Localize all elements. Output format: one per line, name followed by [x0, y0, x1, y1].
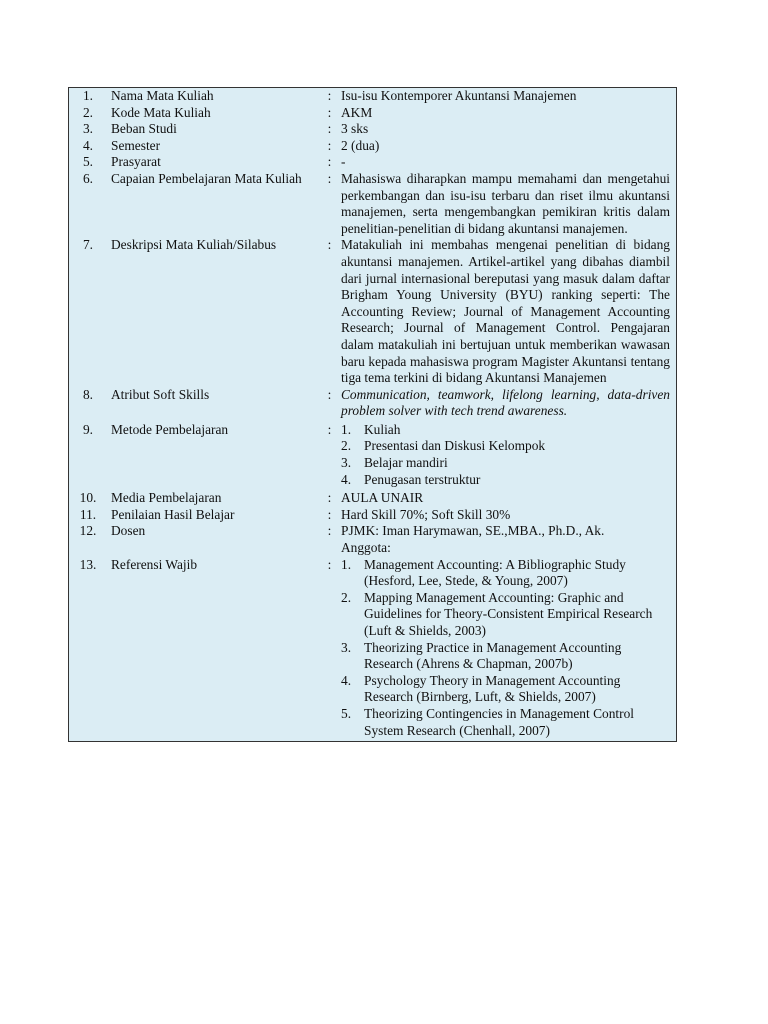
row-value: Isu-isu Kontemporer Akuntansi Manajemen — [341, 88, 577, 103]
row-number: 7. — [82, 237, 94, 253]
list-text: Management Accounting: A Bibliographic Study (Hesford, Lee, Stede, & Young, 2007) — [364, 556, 626, 589]
row-value — [341, 523, 670, 556]
row-colon: : — [327, 386, 332, 402]
row-label: Nama Mata Kuliah — [111, 88, 214, 103]
list-item — [341, 640, 670, 673]
row-colon: : — [327, 237, 332, 253]
row-colon: : — [327, 88, 332, 103]
table-row — [69, 171, 670, 237]
table-row — [69, 387, 670, 422]
row-colon: : — [327, 137, 332, 153]
list-text: Belajar mandiri — [364, 455, 448, 471]
row-number: 6. — [82, 170, 94, 186]
list-text: Psychology Theory in Management Accounting Research (Birnberg, Luft, & Shields, 2007) — [364, 672, 621, 705]
row-value: Matakuliah ini membahas mengenai penelitian di bidang akuntansi manajemen. Artikel-artikel yang dibahas diambil dari jurnal internasional bereputasi yang masuk dalam daftar Brigham Young University (BYU) ranking seperti: The Accounting Review; Journal of Management Accounting Research; Journal of Management Control. Pengajaran dalam matakuliah ini bertujuan untuk memberikan wawasan baru kepada mahasiswa program Magister Akuntansi tentang tiga tema terkini di bidang Akuntansi Manajemen — [341, 237, 670, 386]
row-value — [341, 557, 670, 740]
row-number: 9. — [82, 421, 94, 437]
row-label: Atribut Soft Skills — [111, 386, 210, 402]
row-colon: : — [327, 490, 332, 506]
list-item — [341, 590, 670, 640]
row-value: Hard Skill 70%; Soft Skill 30% — [341, 506, 511, 522]
table-row — [69, 523, 670, 556]
list-text: Penugasan terstruktur — [364, 471, 481, 487]
list-index: 5. — [341, 705, 352, 721]
list-index: 4. — [341, 672, 352, 688]
list-text: Presentasi dan Diskusi Kelompok — [364, 438, 546, 454]
table-row — [69, 422, 670, 490]
lecturer-members: Anggota: — [341, 540, 391, 556]
row-value: AKM — [341, 104, 373, 120]
row-value: AULA UNAIR — [341, 490, 424, 506]
table-row — [69, 105, 670, 122]
row-label: Capaian Pembelajaran Mata Kuliah — [111, 170, 302, 186]
lecturer-pjmk: PJMK: Iman Harymawan, SE.,MBA., Ph.D., Ak. — [341, 523, 605, 539]
row-label: Referensi Wajib — [111, 556, 198, 572]
list-text: Theorizing Practice in Management Accounting Research (Ahrens & Chapman, 2007b) — [364, 639, 622, 672]
row-number: 5. — [82, 154, 94, 170]
row-value: 2 (dua) — [341, 137, 380, 153]
row-value: - — [341, 154, 346, 170]
list-index: 1. — [341, 421, 352, 437]
table-row — [69, 121, 670, 138]
list-item — [341, 557, 670, 590]
list-index: 4. — [341, 471, 352, 487]
course-info-table — [68, 87, 677, 742]
row-label: Kode Mata Kuliah — [111, 104, 211, 120]
row-number: 4. — [82, 137, 94, 153]
row-number: 2. — [82, 104, 94, 120]
row-label: Dosen — [111, 523, 146, 539]
row-value: Mahasiswa diharapkan mampu memahami dan mengetahui perkembangan dan isu-isu terbaru dan riset ilmu akuntansi manajemen, serta mengembangkan pemikiran kritis dalam penelitian-penelitian di bidang akuntansi manajemen. — [341, 170, 670, 236]
list-text: Mapping Management Accounting: Graphic and Guidelines for Theory-Consistent Empirical Research (Luft & Shields, 2003) — [364, 589, 653, 638]
list-index: 2. — [341, 438, 352, 454]
list-item — [341, 422, 670, 439]
row-colon: : — [327, 421, 332, 437]
row-label: Penilaian Hasil Belajar — [111, 506, 235, 522]
row-colon: : — [327, 506, 332, 522]
row-number: 12. — [79, 523, 97, 539]
table-row — [69, 507, 670, 524]
table-row — [69, 557, 670, 740]
row-label: Deskripsi Mata Kuliah/Silabus — [111, 237, 277, 253]
row-number: 13. — [79, 556, 97, 572]
row-colon: : — [327, 154, 332, 170]
list-item — [341, 472, 670, 489]
course-table — [69, 88, 670, 739]
list-item — [341, 673, 670, 706]
table-row — [69, 88, 670, 105]
list-text: Kuliah — [364, 421, 401, 437]
row-number: 3. — [82, 121, 94, 137]
row-label: Media Pembelajaran — [111, 490, 222, 506]
list-text: Theorizing Contingencies in Management Control System Research (Chenhall, 2007) — [364, 705, 634, 738]
row-value: 3 sks — [341, 121, 369, 137]
row-label: Prasyarat — [111, 154, 161, 170]
table-row — [69, 154, 670, 171]
row-colon: : — [327, 170, 332, 186]
list-index: 2. — [341, 589, 352, 605]
row-number: 10. — [79, 490, 97, 506]
row-value — [341, 422, 670, 490]
method-list — [341, 422, 670, 488]
row-colon: : — [327, 104, 332, 120]
table-row — [69, 237, 670, 386]
list-item — [341, 455, 670, 472]
row-label: Metode Pembelajaran — [111, 421, 229, 437]
row-number: 11. — [79, 506, 97, 522]
table-row — [69, 490, 670, 507]
row-number: 1. — [82, 88, 94, 103]
list-index: 3. — [341, 455, 352, 471]
list-index: 1. — [341, 556, 352, 572]
list-index: 3. — [341, 639, 352, 655]
list-item — [341, 438, 670, 455]
list-item — [341, 706, 670, 739]
row-number: 8. — [82, 386, 94, 402]
row-colon: : — [327, 556, 332, 572]
table-row — [69, 138, 670, 155]
row-colon: : — [327, 523, 332, 539]
row-value: Communication, teamwork, lifelong learning, data-driven problem solver with tech trend awareness. — [341, 386, 670, 419]
row-label: Beban Studi — [111, 121, 177, 137]
row-label: Semester — [111, 137, 161, 153]
row-colon: : — [327, 121, 332, 137]
reference-list — [341, 557, 670, 740]
